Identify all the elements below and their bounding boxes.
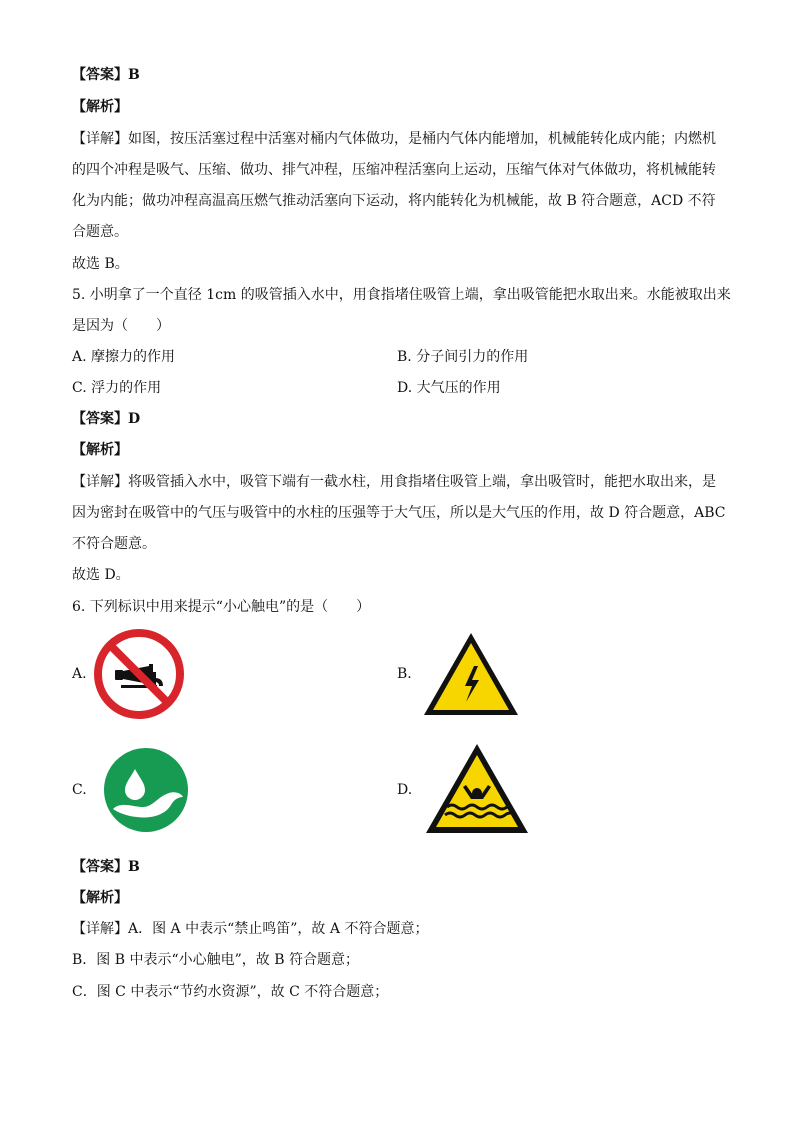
q6-option-b-label: B. — [397, 666, 412, 682]
q5-option-a: A. 摩擦力的作用 — [72, 349, 176, 365]
q4-detail-line-2: 的四个冲程是吸气、压缩、做功、排气冲程，压缩冲程活塞向上运动，压缩气体对气体做功，将机械能转 — [72, 162, 716, 178]
q5-stem-line-2: 是因为（ ） — [72, 318, 170, 334]
q4-answer: 【答案】B — [72, 67, 140, 83]
q5-detail-line-2: 因为密封在吸管中的气压与吸管中的水柱的压强等于大气压，所以是大气压的作用，故 D 符合题意，ABC — [72, 505, 726, 521]
q4-analysis-heading: 【解析】 — [72, 99, 128, 115]
drowning-warning-icon — [423, 741, 531, 837]
q5-option-b: B. 分子间引力的作用 — [397, 349, 529, 365]
q6-detail-line-3: C．图 C 中表示“节约水资源”，故 C 不符合题意； — [72, 984, 389, 1000]
q5-answer: 【答案】D — [72, 411, 141, 427]
high-voltage-warning-icon — [421, 630, 521, 718]
q5-analysis-heading: 【解析】 — [72, 442, 128, 458]
q5-choose: 故选 D。 — [72, 567, 130, 583]
q4-detail-line-1: 【详解】如图，按压活塞过程中活塞对桶内气体做功，是桶内气体内能增加，机械能转化成内能；内燃机 — [72, 131, 716, 147]
q6-option-a-label: A. — [72, 666, 87, 682]
q5-option-c: C. 浮力的作用 — [72, 380, 162, 396]
q6-option-c-label: C. — [72, 782, 87, 798]
q6-analysis-heading: 【解析】 — [72, 890, 128, 906]
q5-stem-line-1: 5. 小明拿了一个直径 1cm 的吸管插入水中，用食指堵住吸管上端，拿出吸管能把水取出来。水能被取出来 — [72, 287, 731, 303]
q5-detail-line-3: 不符合题意。 — [72, 536, 156, 552]
no-horn-sign-icon — [93, 628, 185, 720]
q4-choose: 故选 B。 — [72, 256, 129, 272]
q6-stem: 6. 下列标识中用来提示“小心触电”的是（ ） — [72, 599, 371, 615]
q6-detail-line-1: 【详解】A．图 A 中表示“禁止鸣笛”，故 A 不符合题意； — [72, 921, 429, 937]
water-saving-sign-icon — [103, 747, 189, 833]
q4-detail-line-4: 合题意。 — [72, 224, 128, 240]
q5-option-d: D. 大气压的作用 — [397, 380, 501, 396]
q6-answer: 【答案】B — [72, 859, 140, 875]
q6-detail-line-2: B．图 B 中表示“小心触电”，故 B 符合题意； — [72, 952, 359, 968]
q5-detail-line-1: 【详解】将吸管插入水中，吸管下端有一截水柱，用食指堵住吸管上端，拿出吸管时，能把水取出来，是 — [72, 474, 716, 490]
q6-option-d-label: D. — [397, 782, 413, 798]
q4-detail-line-3: 化为内能；做功冲程高温高压燃气推动活塞向下运动，将内能转化为机械能，故 B 符合题意，ACD 不符 — [72, 193, 716, 209]
